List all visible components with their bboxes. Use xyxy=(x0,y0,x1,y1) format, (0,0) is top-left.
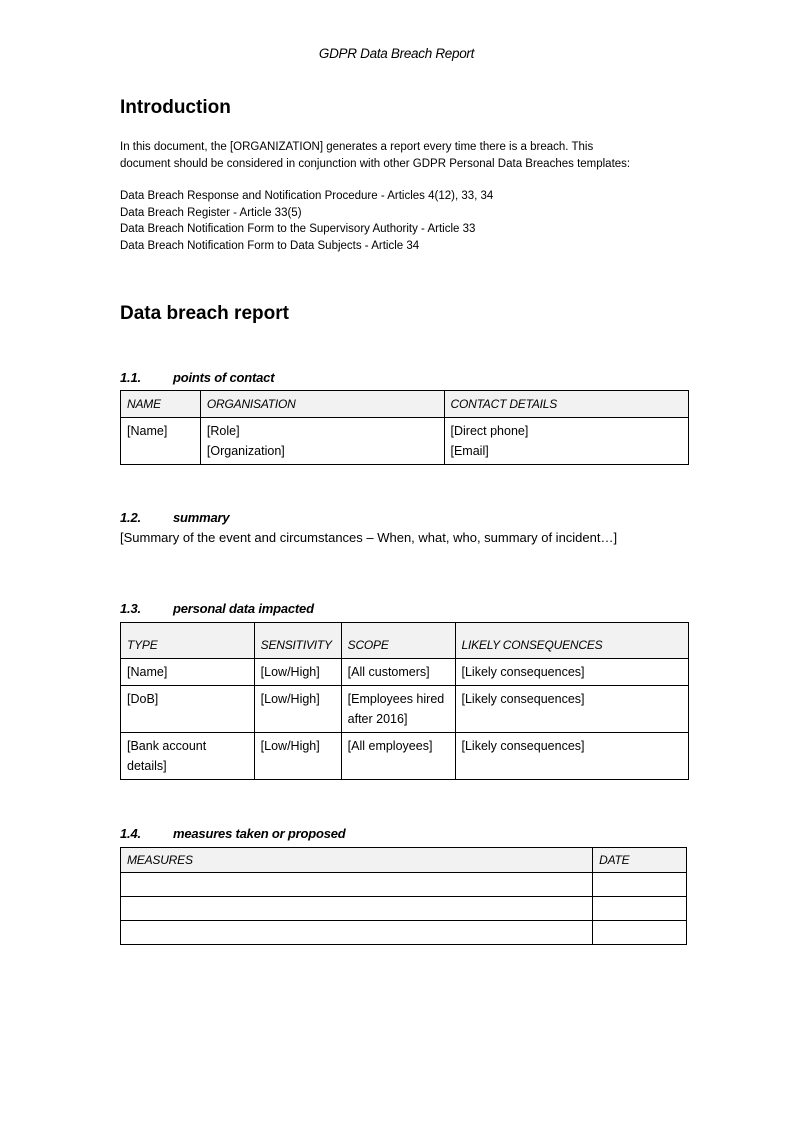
type-cell: [Bank account details] xyxy=(121,733,255,780)
table-row xyxy=(121,418,689,465)
intro-paragraph-line: document should be considered in conjunction with other GDPR Personal Data Breaches templates: xyxy=(120,157,631,170)
table-row xyxy=(121,921,687,945)
section-number: 1.1. xyxy=(120,370,141,385)
contact-role: [Role] xyxy=(206,424,240,438)
section-title: personal data impacted xyxy=(173,601,314,616)
type-cell: [Name] xyxy=(121,659,255,686)
summary-text: [Summary of the event and circumstances – When, what, who, summary of incident…] xyxy=(120,530,618,545)
column-header-name: NAME xyxy=(121,391,201,418)
table-header-row xyxy=(121,623,689,659)
column-header-type: TYPE xyxy=(121,623,255,659)
scope-cell: [Employees hired after 2016] xyxy=(341,686,455,733)
measure-cell xyxy=(121,921,593,945)
template-item: Data Breach Notification Form to Data Subjects - Article 34 xyxy=(120,239,420,252)
table-row xyxy=(121,733,689,780)
section-points-of-contact xyxy=(120,370,274,385)
section-personal-data-impacted xyxy=(120,601,314,616)
template-item: Data Breach Response and Notification Procedure - Articles 4(12), 33, 34 xyxy=(120,190,494,202)
section-summary xyxy=(120,510,229,525)
column-header-measures: MEASURES xyxy=(121,848,593,873)
consequences-cell: [Likely consequences] xyxy=(455,659,689,686)
column-header-organisation: ORGANISATION xyxy=(200,391,444,418)
table-header-row xyxy=(121,848,687,873)
column-header-sensitivity: SENSITIVITY xyxy=(254,623,341,659)
contact-table xyxy=(120,390,689,465)
contact-organisation xyxy=(200,418,444,465)
sensitivity-cell: [Low/High] xyxy=(254,733,341,780)
table-header-row xyxy=(121,391,689,418)
table-row xyxy=(121,873,687,897)
table-row xyxy=(121,897,687,921)
section-number: 1.4. xyxy=(120,826,141,841)
table-row xyxy=(121,686,689,733)
measure-cell xyxy=(121,897,593,921)
impacted-table xyxy=(120,622,689,780)
section-measures xyxy=(120,826,346,841)
contact-name: [Name] xyxy=(121,418,201,465)
sensitivity-cell: [Low/High] xyxy=(254,659,341,686)
template-item: Data Breach Notification Form to the Supervisory Authority - Article 33 xyxy=(120,223,476,235)
template-item: Data Breach Register - Article 33(5) xyxy=(120,206,302,219)
measures-table xyxy=(120,847,687,945)
templates-list xyxy=(120,188,700,254)
contact-phone: [Direct phone] xyxy=(450,424,529,438)
sensitivity-cell: [Low/High] xyxy=(254,686,341,733)
data-breach-report-heading: Data breach report xyxy=(120,303,289,324)
consequences-cell: [Likely consequences] xyxy=(455,733,689,780)
contact-details xyxy=(444,418,689,465)
page-header-title: GDPR Data Breach Report xyxy=(318,46,475,61)
column-header-likely-consequences: LIKELY CONSEQUENCES xyxy=(455,623,689,659)
section-number: 1.3. xyxy=(120,601,141,616)
consequences-cell: [Likely consequences] xyxy=(455,686,689,733)
contact-email: [Email] xyxy=(450,444,489,458)
section-title: points of contact xyxy=(173,370,275,385)
scope-cell: [All customers] xyxy=(341,659,455,686)
intro-paragraph xyxy=(120,139,700,172)
scope-cell: [All employees] xyxy=(341,733,455,780)
measure-cell xyxy=(121,873,593,897)
table-row xyxy=(121,659,689,686)
section-title: summary xyxy=(173,510,230,525)
date-cell xyxy=(593,873,687,897)
type-cell: [DoB] xyxy=(121,686,255,733)
column-header-scope: SCOPE xyxy=(341,623,455,659)
contact-organization: [Organization] xyxy=(206,444,285,458)
column-header-contact-details: CONTACT DETAILS xyxy=(444,391,689,418)
section-number: 1.2. xyxy=(120,510,141,525)
column-header-date: DATE xyxy=(593,848,687,873)
date-cell xyxy=(593,921,687,945)
section-title: measures taken or proposed xyxy=(173,826,346,841)
date-cell xyxy=(593,897,687,921)
introduction-heading: Introduction xyxy=(120,97,231,118)
intro-paragraph-line: In this document, the [ORGANIZATION] generates a report every time there is a breach. This xyxy=(120,141,594,153)
